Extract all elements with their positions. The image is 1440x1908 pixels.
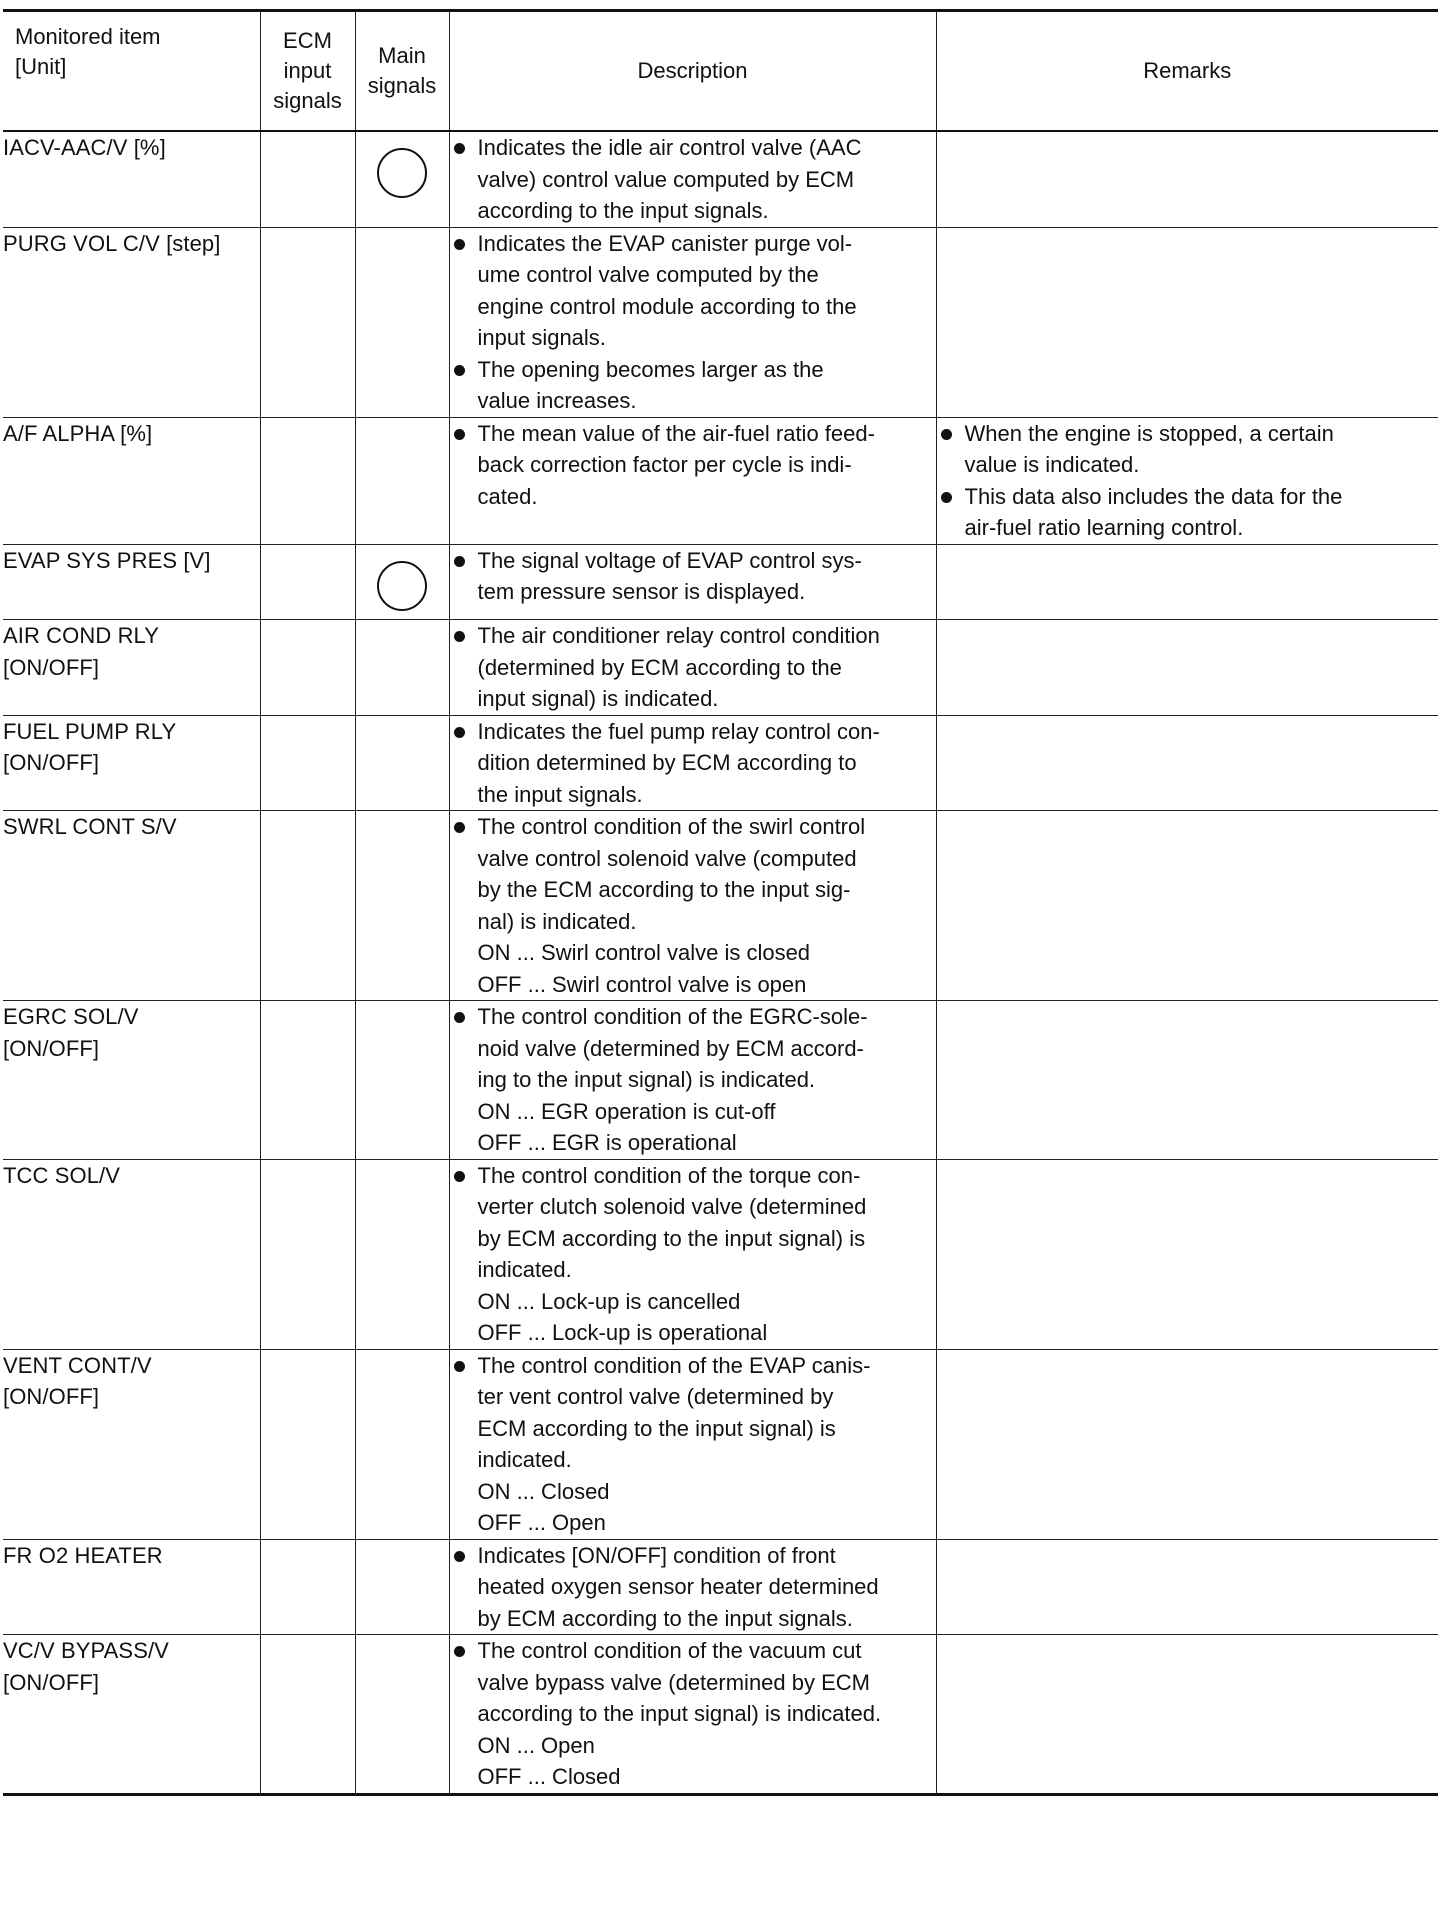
remarks-cell bbox=[936, 715, 1438, 811]
bullet-icon bbox=[454, 727, 465, 738]
description-text: ON ... Open OFF ... Closed bbox=[477, 1732, 621, 1789]
description-text: The control condition of the EGRC-sole- noid valve (determined by ECM accord- ing to the input signal) is indicated. bbox=[477, 1004, 868, 1092]
description-bullet-item bbox=[450, 1350, 936, 1476]
bullet-icon bbox=[454, 143, 465, 154]
ecm-input-signal-cell bbox=[260, 131, 355, 227]
description-cell bbox=[449, 1001, 936, 1160]
description-text: The signal voltage of EVAP control sys- tem pressure sensor is displayed. bbox=[477, 547, 862, 604]
main-signal-cell bbox=[355, 1159, 449, 1349]
description-cell bbox=[449, 227, 936, 417]
description-bullet-item bbox=[450, 1635, 936, 1730]
description-text: The control condition of the vacuum cut valve bypass valve (determined by ECM according to the input signal) is indicated. bbox=[477, 1638, 882, 1726]
table-row bbox=[3, 1159, 1438, 1349]
main-signal-cell bbox=[355, 131, 449, 227]
table-row bbox=[3, 620, 1438, 716]
description-status-note bbox=[450, 937, 936, 1000]
description-bullet-item bbox=[450, 620, 936, 715]
remarks-cell bbox=[936, 417, 1438, 544]
bullet-icon bbox=[454, 1646, 465, 1657]
main-signal-cell bbox=[355, 715, 449, 811]
main-signal-cell bbox=[355, 417, 449, 544]
bullet-icon bbox=[454, 1551, 465, 1562]
main-signal-cell bbox=[355, 544, 449, 620]
header-main-signals: Main signals bbox=[355, 11, 449, 132]
monitored-item-cell: PURG VOL C/V [step] bbox=[3, 227, 260, 417]
main-signal-cell bbox=[355, 227, 449, 417]
description-status-note bbox=[450, 1476, 936, 1539]
remarks-cell bbox=[936, 1349, 1438, 1539]
description-bullet-item bbox=[450, 1001, 936, 1096]
remarks-cell bbox=[936, 227, 1438, 417]
description-cell bbox=[449, 1539, 936, 1635]
ecm-input-signal-cell bbox=[260, 227, 355, 417]
monitored-item-cell: AIR COND RLY [ON/OFF] bbox=[3, 620, 260, 716]
ecm-input-signal-cell bbox=[260, 544, 355, 620]
table-row bbox=[3, 1001, 1438, 1160]
description-text: Indicates the fuel pump relay control con- dition determined by ECM according to the input signals. bbox=[477, 718, 880, 807]
table-row bbox=[3, 811, 1438, 1001]
ecm-input-signal-cell bbox=[260, 1349, 355, 1539]
monitored-item-cell: TCC SOL/V bbox=[3, 1159, 260, 1349]
description-status-note bbox=[450, 1096, 936, 1159]
header-remarks: Remarks bbox=[936, 11, 1438, 132]
bullet-icon bbox=[454, 1012, 465, 1023]
ecm-input-signal-cell bbox=[260, 1635, 355, 1795]
main-signal-circle-icon bbox=[377, 148, 427, 198]
main-signal-cell bbox=[355, 1539, 449, 1635]
table-header-row bbox=[3, 11, 1438, 132]
main-signal-cell bbox=[355, 1001, 449, 1160]
description-cell bbox=[449, 811, 936, 1001]
remark-bullet-item bbox=[937, 418, 1439, 481]
bullet-icon bbox=[941, 429, 952, 440]
bullet-icon bbox=[454, 631, 465, 642]
remarks-cell bbox=[936, 620, 1438, 716]
monitored-items-table bbox=[3, 9, 1438, 1796]
description-bullet-item bbox=[450, 545, 936, 608]
main-signal-cell bbox=[355, 1635, 449, 1795]
ecm-input-signal-cell bbox=[260, 1159, 355, 1349]
remarks-cell bbox=[936, 1159, 1438, 1349]
bullet-icon bbox=[454, 1361, 465, 1372]
bullet-icon bbox=[454, 365, 465, 376]
description-bullet-item bbox=[450, 418, 936, 513]
table-row bbox=[3, 1635, 1438, 1795]
description-text: ON ... Lock-up is cancelled OFF ... Lock-up is operational bbox=[477, 1288, 768, 1345]
monitored-item-cell: IACV-AAC/V [%] bbox=[3, 131, 260, 227]
remarks-cell bbox=[936, 544, 1438, 620]
description-text: ON ... EGR operation is cut-off OFF ... EGR is operational bbox=[477, 1098, 776, 1155]
description-cell bbox=[449, 715, 936, 811]
description-cell bbox=[449, 1635, 936, 1795]
description-text: The air conditioner relay control condition (determined by ECM according to the input signal) is indicated. bbox=[477, 623, 880, 711]
table-row bbox=[3, 417, 1438, 544]
description-bullet-item bbox=[450, 1160, 936, 1286]
ecm-input-signal-cell bbox=[260, 811, 355, 1001]
table-row bbox=[3, 227, 1438, 417]
description-text: ON ... Closed OFF ... Open bbox=[477, 1478, 610, 1535]
remarks-cell bbox=[936, 811, 1438, 1001]
ecm-input-signal-cell bbox=[260, 1539, 355, 1635]
bullet-icon bbox=[454, 556, 465, 567]
description-text: Indicates [ON/OFF] condition of front heated oxygen sensor heater determined by ECM according to the input signals. bbox=[477, 1542, 879, 1631]
description-text: Indicates the idle air control valve (AAC valve) control value computed by ECM according to the input signals. bbox=[477, 135, 862, 223]
description-bullet-item bbox=[450, 811, 936, 937]
description-cell bbox=[449, 620, 936, 716]
bullet-icon bbox=[454, 429, 465, 440]
description-bullet-item bbox=[450, 228, 936, 354]
bullet-icon bbox=[454, 1171, 465, 1182]
description-cell bbox=[449, 1159, 936, 1349]
remarks-cell bbox=[936, 1001, 1438, 1160]
ecm-input-signal-cell bbox=[260, 620, 355, 716]
ecm-input-signal-cell bbox=[260, 1001, 355, 1160]
bullet-icon bbox=[454, 239, 465, 250]
description-text: Indicates the EVAP canister purge vol- ume control valve computed by the engine control module according to the input signals. bbox=[477, 230, 857, 350]
description-cell bbox=[449, 1349, 936, 1539]
table-body bbox=[3, 131, 1438, 1794]
monitored-item-cell: SWRL CONT S/V bbox=[3, 811, 260, 1001]
remarks-cell bbox=[936, 131, 1438, 227]
document-page bbox=[3, 9, 1438, 1796]
header-description: Description bbox=[449, 11, 936, 132]
header-ecm-input-signals: ECM input signals bbox=[260, 11, 355, 132]
ecm-input-signal-cell bbox=[260, 715, 355, 811]
description-cell bbox=[449, 544, 936, 620]
description-text: ON ... Swirl control valve is closed OFF ... Swirl control valve is open bbox=[477, 940, 811, 997]
description-bullet-item bbox=[450, 132, 936, 227]
description-text: The opening becomes larger as the value increases. bbox=[477, 356, 824, 413]
main-signal-cell bbox=[355, 811, 449, 1001]
monitored-item-cell: A/F ALPHA [%] bbox=[3, 417, 260, 544]
description-status-note bbox=[450, 1730, 936, 1793]
ecm-input-signal-cell bbox=[260, 417, 355, 544]
table-row bbox=[3, 544, 1438, 620]
main-signal-circle-icon bbox=[377, 561, 427, 611]
remarks-cell bbox=[936, 1539, 1438, 1635]
monitored-item-cell: VC/V BYPASS/V [ON/OFF] bbox=[3, 1635, 260, 1795]
remark-bullet-item bbox=[937, 481, 1439, 544]
description-bullet-item bbox=[450, 716, 936, 811]
monitored-item-cell: EGRC SOL/V [ON/OFF] bbox=[3, 1001, 260, 1160]
main-signal-cell bbox=[355, 620, 449, 716]
description-cell bbox=[449, 417, 936, 544]
description-text: The control condition of the torque con- verter clutch solenoid valve (determined by ECM according to the input signal) is indicated. bbox=[477, 1162, 867, 1282]
remark-text: When the engine is stopped, a certain value is indicated. bbox=[964, 420, 1334, 477]
remark-text: This data also includes the data for the air-fuel ratio learning control. bbox=[964, 483, 1343, 540]
description-bullet-item bbox=[450, 354, 936, 417]
bullet-icon bbox=[454, 822, 465, 833]
remarks-cell bbox=[936, 1635, 1438, 1795]
description-bullet-item bbox=[450, 1540, 936, 1635]
table-row bbox=[3, 715, 1438, 811]
main-signal-cell bbox=[355, 1349, 449, 1539]
header-monitored-item: Monitored item [Unit] bbox=[3, 11, 260, 132]
description-text: The control condition of the swirl control valve control solenoid valve (computed by the ECM according to the input sig- nal) is indicated. bbox=[477, 814, 866, 934]
description-text: The mean value of the air-fuel ratio feed- back correction factor per cycle is indi- cated. bbox=[477, 420, 875, 509]
description-cell bbox=[449, 131, 936, 227]
description-text: The control condition of the EVAP canis- ter vent control valve (determined by ECM according to the input signal) is indicated. bbox=[477, 1352, 871, 1472]
monitored-item-cell: EVAP SYS PRES [V] bbox=[3, 544, 260, 620]
monitored-item-cell: FUEL PUMP RLY [ON/OFF] bbox=[3, 715, 260, 811]
monitored-item-cell: VENT CONT/V [ON/OFF] bbox=[3, 1349, 260, 1539]
table-row bbox=[3, 131, 1438, 227]
monitored-item-cell: FR O2 HEATER bbox=[3, 1539, 260, 1635]
table-row bbox=[3, 1539, 1438, 1635]
description-status-note bbox=[450, 1286, 936, 1349]
table-row bbox=[3, 1349, 1438, 1539]
bullet-icon bbox=[941, 492, 952, 503]
